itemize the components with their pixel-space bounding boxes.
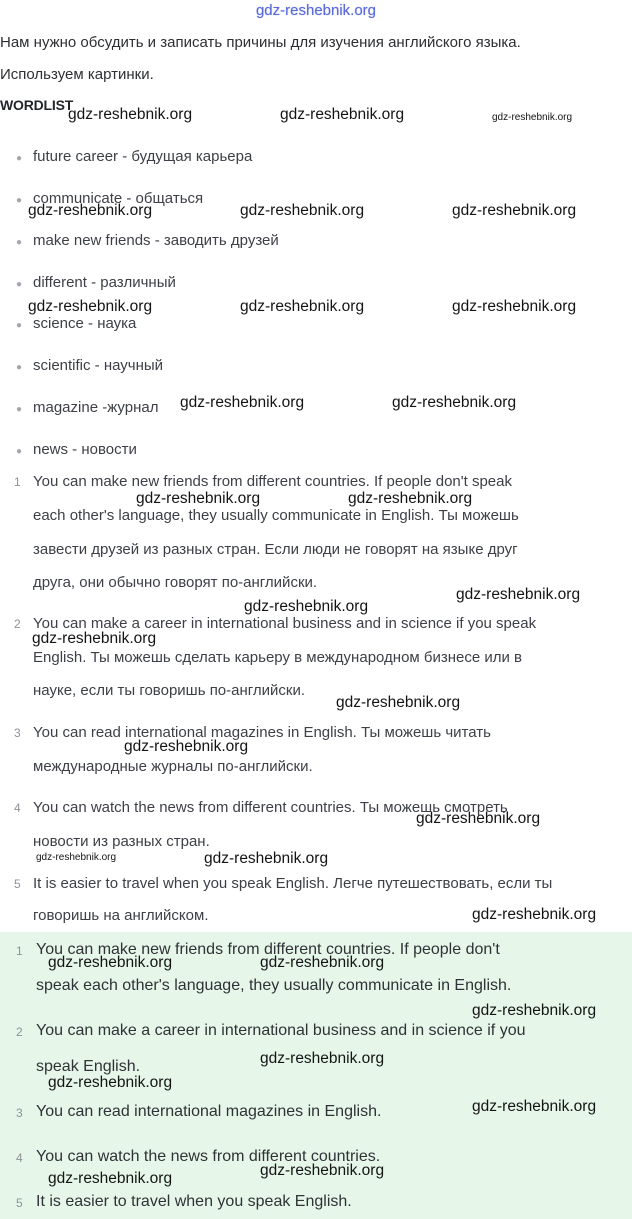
bullet-icon: ● [16,320,23,331]
answer-number: 5 [16,1196,23,1210]
watermark-text: gdz-reshebnik.org [204,850,329,867]
answer-line: It is easier to travel when you speak English. [36,1193,352,1210]
answer-line: новости из разных стран. [33,833,210,850]
watermark-text: gdz-reshebnik.org [260,954,385,971]
intro-line-1: Нам нужно обсудить и записать причины для изучения английского языка. [0,34,521,51]
watermark-text: gdz-reshebnik.org [260,1162,385,1179]
bullet-icon: ● [16,237,23,248]
watermark-text: gdz-reshebnik.org [456,586,581,603]
watermark-text: gdz-reshebnik.org [452,298,577,315]
watermark-text: gdz-reshebnik.org [48,1074,173,1091]
wordlist-item-text: future career - будущая карьера [33,148,253,165]
answer-number: 1 [16,944,23,958]
watermark-text: gdz-reshebnik.org [492,112,573,123]
answer-line: You can make a career in international business and in science if you speak [33,615,537,632]
watermark-text: gdz-reshebnik.org [28,202,153,219]
answer-line: It is easier to travel when you speak English. Легче путешествовать, если ты [33,875,553,892]
answer-line: You can watch the news from different countries. [36,1148,381,1165]
answer-number: 5 [14,877,21,891]
bullet-icon: ● [16,153,23,164]
answer-line: speak English. [36,1058,141,1075]
watermark-text: gdz-reshebnik.org [124,738,249,755]
watermark-text: gdz-reshebnik.org [240,202,365,219]
watermark-text: gdz-reshebnik.org [416,810,541,827]
answer-number: 2 [16,1025,23,1039]
watermark-text: gdz-reshebnik.org [180,394,305,411]
watermark-text: gdz-reshebnik.org [244,598,369,615]
watermark-text: gdz-reshebnik.org [28,298,153,315]
watermark-text: gdz-reshebnik.org [136,490,261,507]
watermark-text: gdz-reshebnik.org [36,852,117,863]
watermark-text: gdz-reshebnik.org [348,490,473,507]
answer-number: 1 [14,475,21,489]
watermark-text: gdz-reshebnik.org [452,202,577,219]
answer-line: English. Ты можешь сделать карьеру в международном бизнесе или в [33,649,523,666]
wordlist-item-text: news - новости [33,441,137,458]
bullet-icon: ● [16,362,23,373]
answer-number: 2 [14,617,21,631]
answer-line: друга, они обычно говорят по-английски. [33,574,318,591]
watermark-text: gdz-reshebnik.org [260,1050,385,1067]
answer-line: завести друзей из разных стран. Если люди не говорят на языке друг [33,541,518,558]
wordlist-item-text: science - наука [33,315,137,332]
answer-line: науке, если ты говоришь по-английски. [33,682,306,699]
answer-line: You can read international magazines in English. [36,1103,382,1120]
wordlist-item-text: scientific - научный [33,357,164,374]
wordlist-item-text: communicate - общаться [33,190,204,207]
answer-line: международные журналы по-английски. [33,758,313,775]
answer-line: each other's language, they usually communicate in English. Ты можешь [33,507,519,524]
wordlist-item-text: make new friends - заводить друзей [33,232,279,249]
bullet-icon: ● [16,195,23,206]
intro-line-2: Используем картинки. [0,66,154,83]
watermark-text: gdz-reshebnik.org [48,1170,173,1187]
answer-line: You can make new friends from different countries. If people don't [36,941,500,958]
watermark-text: gdz-reshebnik.org [472,1098,597,1115]
watermark-text: gdz-reshebnik.org [472,906,597,923]
wordlist-item-text: magazine -журнал [33,399,159,416]
answer-line: You can watch the news from different countries. Ты можешь смотреть [33,799,508,816]
watermark-text: gdz-reshebnik.org [48,954,173,971]
watermark-text: gdz-reshebnik.org [68,106,193,123]
watermark-text: gdz-reshebnik.org [240,298,365,315]
watermark-text: gdz-reshebnik.org [336,694,461,711]
answer-line: speak each other's language, they usually communicate in English. [36,977,512,994]
answer-number: 3 [16,1106,23,1120]
answer-line: You can make new friends from different countries. If people don't speak [33,473,512,490]
watermark-text: gdz-reshebnik.org [280,106,405,123]
site-watermark-header: gdz-reshebnik.org [255,2,377,19]
watermark-text: gdz-reshebnik.org [472,1002,597,1019]
wordlist-item-text: different - различный [33,274,176,291]
answer-number: 4 [14,801,21,815]
answer-number: 4 [16,1151,23,1165]
answer-line: You can read international magazines in English. Ты можешь читать [33,724,491,741]
answer-line: говоришь на английском. [33,907,209,924]
answer-number: 3 [14,726,21,740]
bullet-icon: ● [16,404,23,415]
watermark-text: gdz-reshebnik.org [392,394,517,411]
answer-line: You can make a career in international business and in science if you [36,1022,526,1039]
wordlist-title: WORDLIST [0,97,74,113]
bullet-icon: ● [16,279,23,290]
watermark-text: gdz-reshebnik.org [32,630,157,647]
bullet-icon: ● [16,446,23,457]
